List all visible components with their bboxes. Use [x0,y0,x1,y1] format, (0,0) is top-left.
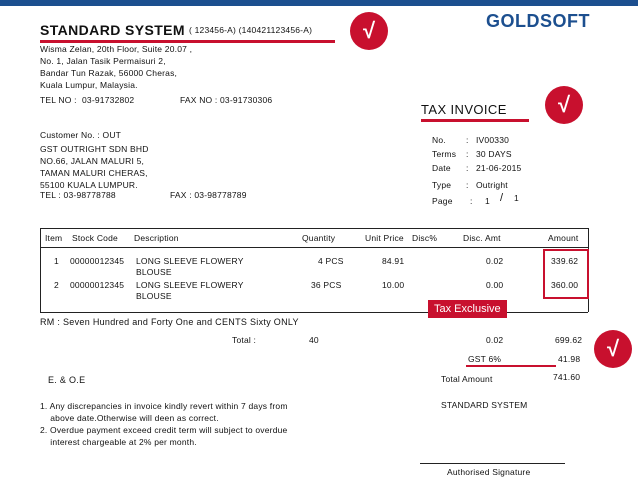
total-disc: 0.02 [486,335,504,345]
address-line-4: Kuala Lumpur, Malaysia. [40,80,138,90]
meta-value-date: 21-06-2015 [476,163,522,173]
total-qty: 40 [309,335,319,345]
row1-disc-amt: 0.02 [486,256,504,266]
meta-colon: : [466,180,469,190]
row2-desc2: BLOUSE [136,291,172,301]
meta-label-no: No. [432,135,446,145]
meta-colon: : [470,196,473,206]
col-header-description: Description [134,233,179,243]
amount-in-words: RM : Seven Hundred and Forty One and CENTS Sixty ONLY [40,317,299,327]
meta-value-no: IV00330 [476,135,510,145]
note-line-3: 2. Overdue payment exceed credit term will subject to overdue [40,425,288,435]
customer-line-4: 55100 KUALA LUMPUR. [40,180,138,190]
customer-line-1: GST OUTRIGHT SDN BHD [40,144,149,154]
subtotal: 699.62 [555,335,583,345]
grand-total-label: Total Amount [441,374,493,384]
address-line-2: No. 1, Jalan Tasik Permaisuri 2, [40,56,166,66]
table-left-border [40,228,41,312]
row2-desc1: LONG SLEEVE FLOWERY [136,280,244,290]
check-badge-3: √ [594,330,632,368]
note-line-1: 1. Any discrepancies in invoice kindly revert within 7 days from [40,401,288,411]
col-header-disc-pct: Disc% [412,233,438,243]
row1-qty: 4 PCS [318,256,344,266]
note-line-4: interest chargeable at 2% per month. [40,437,197,447]
page-total: 1 [514,193,519,203]
row1-item: 1 [54,256,59,266]
customer-fax: FAX : 03-98778789 [170,190,247,200]
meta-label-terms: Terms [432,149,457,159]
amount-highlight-box [543,249,589,299]
meta-colon: : [466,135,469,145]
invoice-title: TAX INVOICE [421,102,507,117]
tax-exclusive-tag: Tax Exclusive [428,300,507,318]
meta-value-type: Outright [476,180,508,190]
signature-line [420,463,565,464]
title-underline [421,119,529,122]
row1-amount: 339.62 [551,256,579,266]
customer-line-3: TAMAN MALURI CHERAS, [40,168,148,178]
meta-colon: : [466,163,469,173]
table-header-border [40,247,588,248]
tel-value: 03-91732802 [82,95,135,105]
col-header-stock-code: Stock Code [72,233,118,243]
row2-amount: 360.00 [551,280,579,290]
signature-company: STANDARD SYSTEM [441,400,528,410]
tel-label: TEL NO : [40,95,77,105]
eoe-label: E. & O.E [48,375,86,385]
gst-underline [466,365,556,367]
address-line-3: Bandar Tun Razak, 56000 Cheras, [40,68,178,78]
col-header-unit-price: Unit Price [365,233,404,243]
company-underline [40,40,335,43]
company-reg: ( 123456-A) (140421123456-A) [189,25,313,35]
goldsoft-logo: GOLDSOFT [486,11,590,31]
total-label: Total : [232,335,257,345]
row2-item: 2 [54,280,59,290]
fax-label: FAX NO : [180,95,218,105]
col-header-amount: Amount [548,233,579,243]
check-badge-1: √ [350,12,388,50]
customer-line-2: NO.66, JALAN MALURI 5, [40,156,145,166]
customer-no: Customer No. : OUT [40,130,122,140]
note-line-2: above date.Otherwise will deen as correct. [40,413,219,423]
meta-label-type: Type [432,180,452,190]
row1-code: 00000012345 [70,256,125,266]
row1-price: 84.91 [382,256,405,266]
gst-value: 41.98 [558,354,581,364]
top-accent-bar [0,0,638,6]
row2-code: 00000012345 [70,280,125,290]
page-separator: / [500,192,504,204]
customer-tel: TEL : 03-98778788 [40,190,116,200]
fax-value: 03-91730306 [220,95,273,105]
address-line-1: Wisma Zelan, 20th Floor, Suite 20.07 , [40,44,193,54]
check-badge-2: √ [545,86,583,124]
table-top-border [40,228,588,229]
signature-label: Authorised Signature [447,467,531,477]
col-header-item: Item [45,233,63,243]
row2-qty: 36 PCS [311,280,342,290]
col-header-disc-amt: Disc. Amt [463,233,501,243]
meta-value-terms: 30 DAYS [476,149,512,159]
company-name: STANDARD SYSTEM [40,22,185,38]
meta-label-date: Date [432,163,451,173]
row1-desc2: BLOUSE [136,267,172,277]
row2-price: 10.00 [382,280,405,290]
grand-total-value: 741.60 [553,372,581,382]
col-header-quantity: Quantity [302,233,336,243]
row2-disc-amt: 0.00 [486,280,504,290]
meta-colon: : [466,149,469,159]
page-current: 1 [485,196,490,206]
page-label: Page [432,196,453,206]
gst-label: GST 6% [468,354,502,364]
row1-desc1: LONG SLEEVE FLOWERY [136,256,244,266]
